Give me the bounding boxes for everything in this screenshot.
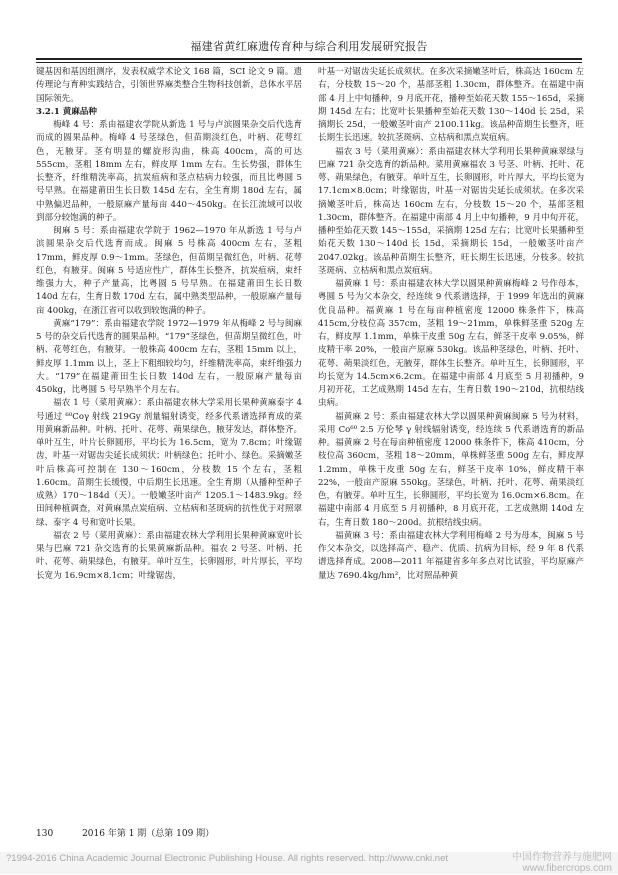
page-number: 130 — [36, 829, 54, 839]
paragraph: 福黄麻 3 号：系由福建农林大学利用梅峰 2 号为母本，闽麻 5 号作父本杂交，以选择高产、稳产、优质、抗病为目标，经 9 年 8 代系谱选择育成。2008—2011 年福建省多年多点对比试验，平均原麻产量达 7690.4kg/hm²，比对照品种黄 — [318, 530, 584, 581]
issue-info: 2016 年第 1 期（总第 109 期） — [82, 829, 215, 839]
watermark — [512, 852, 612, 874]
header-title: 福建省黄红麻遗传育种与综合利用发展研究报告 — [190, 40, 428, 53]
paragraph: 福黄麻 1 号：系由福建农林大学以圆果种黄麻梅峰 2 号作母本，粤圆 5 号为父本杂交，经连续 9 代系谱选择，于 1999 年选出的黄麻优良品种。福黄麻 1 号在每亩种植密度 12000 株条件下，株高 415cm,分枝位高 357cm，茎粗 19～21mm，单株鲜茎重 520g 左右，鲜皮厚 1.1mm，单株干皮重 50g 左右，鲜茎干皮率 9.05%，鲜皮精干率 20%，一般亩产原麻 530kg。该品种茎绿色，叶柄、托叶、花萼、蒴果淡红色，无腋芽，群体生长整齐。单叶互生，长卵圆形，平均长宽为 14.5cm×6.2cm。在福建中南部 4 月底至 5 月初播种，9 月初开花，工艺成熟期 145d 左右，生育日数 190～210d，抗根结线虫病。 — [318, 279, 584, 409]
paragraph: 黄麻“179”：系由福建农学院 1972—1979 年从梅峰 2 号与闽麻 5 号的杂交后代选育的圆果品种。“179”茎绿色，但苗期呈微红色，叶柄、花萼红色，有腋芽。一般株高 400cm 左右，茎粗 15mm 以上，鲜皮厚 1.1mm 以上，茎上下粗细较均匀，纤维精洗率高，束纤维强力大。“179”在福建莆田生长日数 140d 左右，一般原麻产量每亩 450kg，比粤圆 5 号早熟半个月左右。 — [36, 318, 302, 395]
paragraph: 福农 3 号（菜用黄麻）：系由福建农林大学利用长果种黄麻翠绿与巴麻 721 杂交选育的新品种。菜用黄麻福农 3 号茎、叶柄、托叶、花萼、蒴果绿色，有腋芽。单叶互生，长卵圆形，叶片厚大，平均长宽为 17.1cm×8.0cm；叶缘锯齿，叶基一对锯齿尖延长成须状。在多次采摘嫩茎叶后，株高达 160cm 左右，分枝数 15～20 个，基部茎粗 1.30cm，群体整齐。在福建中南部 4 月上中旬播种，9 月中旬开花，播种至始花天数 145～155d，采摘期 125d 左右；比宽叶长果播种至始花天数 130～140d 长 15d，采摘期长 15d，一般嫩茎叶亩产 2047.02kg。该品种苗期生长整齐，旺长期生长迅速，分枝多。较抗茎斑病、立枯病和黑点炭疽病。 — [318, 146, 584, 276]
watermark-line-1: 中国作物营养与施肥网 — [512, 852, 612, 863]
watermark-line-2: www.fibercrops.com — [522, 863, 612, 874]
page-footer — [36, 826, 240, 839]
paragraph: 福黄麻 2 号：系由福建农林大学以圆果种黄麻闽麻 5 号为材料，采用 Co⁶⁰ 2.5 万伦琴 γ 射线辐射诱变，经连续 5 代系谱选育的新品种。福黄麻 2 号在每亩种植密度 12000 株条件下，株高 410cm，分枝位高 360cm，茎粗 18～20mm，单株鲜茎重 500g 左右，鲜皮厚 1.2mm，单株干皮重 50g 左右，鲜茎干皮率 10%，鲜皮精干率 22%，一般亩产原麻 550kg。茎绿色，叶柄、托叶、花萼、蒴果淡红色，有腋芽。单叶互生，长卵圆形，平均长宽为 16.0cm×6.8cm。在福建中南部 4 月底至 5 月初播种，8 月底开花，工艺成熟期 140d 左右，生育日数 180～200d。抗根结线虫病。 — [318, 411, 584, 528]
copyright-text: ?1994-2016 China Academic Journal Electronic Publishing House. All rights reserved. http://www.cnki.net — [6, 853, 448, 864]
paragraph: 梅峰 4 号：系由福建农学院从新选 1 号与卢滨圆果杂交后代选育而成的圆果品种。梅峰 4 号茎绿色，但苗期淡红色，叶柄、花萼红色，无腋芽。茎有明显的螺旋形沟曲，株高 400cm，高的可达 555cm，茎粗 18mm 左右，鲜皮厚 1mm 左右。生长势强，群体生长整齐，纤维精洗率高，抗炭疽病和茎点枯病力较强，而且比粤圆 5 号早熟。在福建莆田生长日数 145d 左右，全生育期 180d 左右，属中熟偏迟品种，一般原麻产量每亩 440～450kg。在长江流域可以收到部分较饱满的种子。 — [36, 120, 302, 223]
paragraph: 福农 2 号（菜用黄麻）：系由福建农林大学利用长果种黄麻宽叶长果与巴麻 721 杂交选育的长果黄麻新品种。福农 2 号茎、叶柄、托叶、花萼、蒴果绿色，有腋芽。单叶互生，长卵圆形，叶片厚长，平均长宽为 16.9cm×8.1cm；叶缘锯齿， — [36, 530, 302, 581]
running-header — [36, 38, 582, 60]
paragraph: 闽麻 5 号：系由福建农学院于 1962—1970 年从新选 1 号与卢滨圆果杂交后代选育而成。闽麻 5 号株高 400cm 左右，茎粗 17mm，鲜皮厚 0.9～1mm。茎绿色，但苗期呈微红色，叶柄、花萼红色，有腋芽。闽麻 5 号适应性广，群体生长整齐，抗炭疽病，束纤维强力大，种子产量高，比粤圆 5 号早熟。在福建莆田生长日数 140d 左右，生育日数 170d 左右，属中熟类型品种，一般原麻产量每亩 400kg，在浙江省可以收到较饱满的种子。 — [36, 226, 302, 316]
left-column — [36, 66, 302, 806]
section-heading: 3.2.1 黄麻品种 — [36, 106, 97, 117]
article-body — [36, 66, 584, 806]
copyright-bar — [0, 852, 618, 874]
paragraph: 叶基一对锯齿尖延长成须状。在多次采摘嫩茎叶后，株高达 160cm 左右，分枝数 15～20 个，基部茎粗 1.30cm，群体整齐。在福建中南部 4 月上中旬播种，9 月底开花，播种至始花天数 155～165d，采摘期 145d 左右；比宽叶长果播种至始花天数 130～140d 长 25d，采摘期长 25d，一般嫩茎叶亩产 2100.11kg。该品种苗期生长整齐，旺长期生长迅速。较抗茎斑病、立枯病和黑点炭疽病。 — [318, 67, 584, 144]
right-column — [318, 66, 584, 806]
paragraph: 福农 1 号（菜用黄麻）：系由福建农林大学采用长果种黄麻泰字 4 号通过 ⁶⁰Coγ 射线 219Gy 剂量辐射诱变，经多代系谱选择育成的菜用黄麻新品种。叶柄、托叶、花萼、蒴果绿色，腋芽发达，群体整齐。单叶互生，叶片长卵圆形，平均长为 16.5cm，宽为 7.8cm；叶缘锯齿，叶基一对锯齿尖延长成须状；叶柄绿色；托叶小、绿色。采摘嫩茎叶后株高可控制在 130～160cm，分枝数 15 个左右，茎粗 1.60cm。苗期生长缓慢，中后期生长迅速。全生育期（从播种至种子成熟）170～184d（天）。一般嫩茎叶亩产 1205.1～1483.9kg。经田间种植调查，对黄麻黑点炭疽病、立枯病和茎斑病的抗性优于对照翠绿、泰字 4 号和宽叶长果。 — [36, 398, 302, 528]
paragraph: 键基因和基因组测序，发表权威学术论文 168 篇，SCI 论文 9 篇。遗传理论与育种实践结合，引领世界麻类整合生物科技创新，总体水平居国际领先。 — [36, 67, 302, 104]
